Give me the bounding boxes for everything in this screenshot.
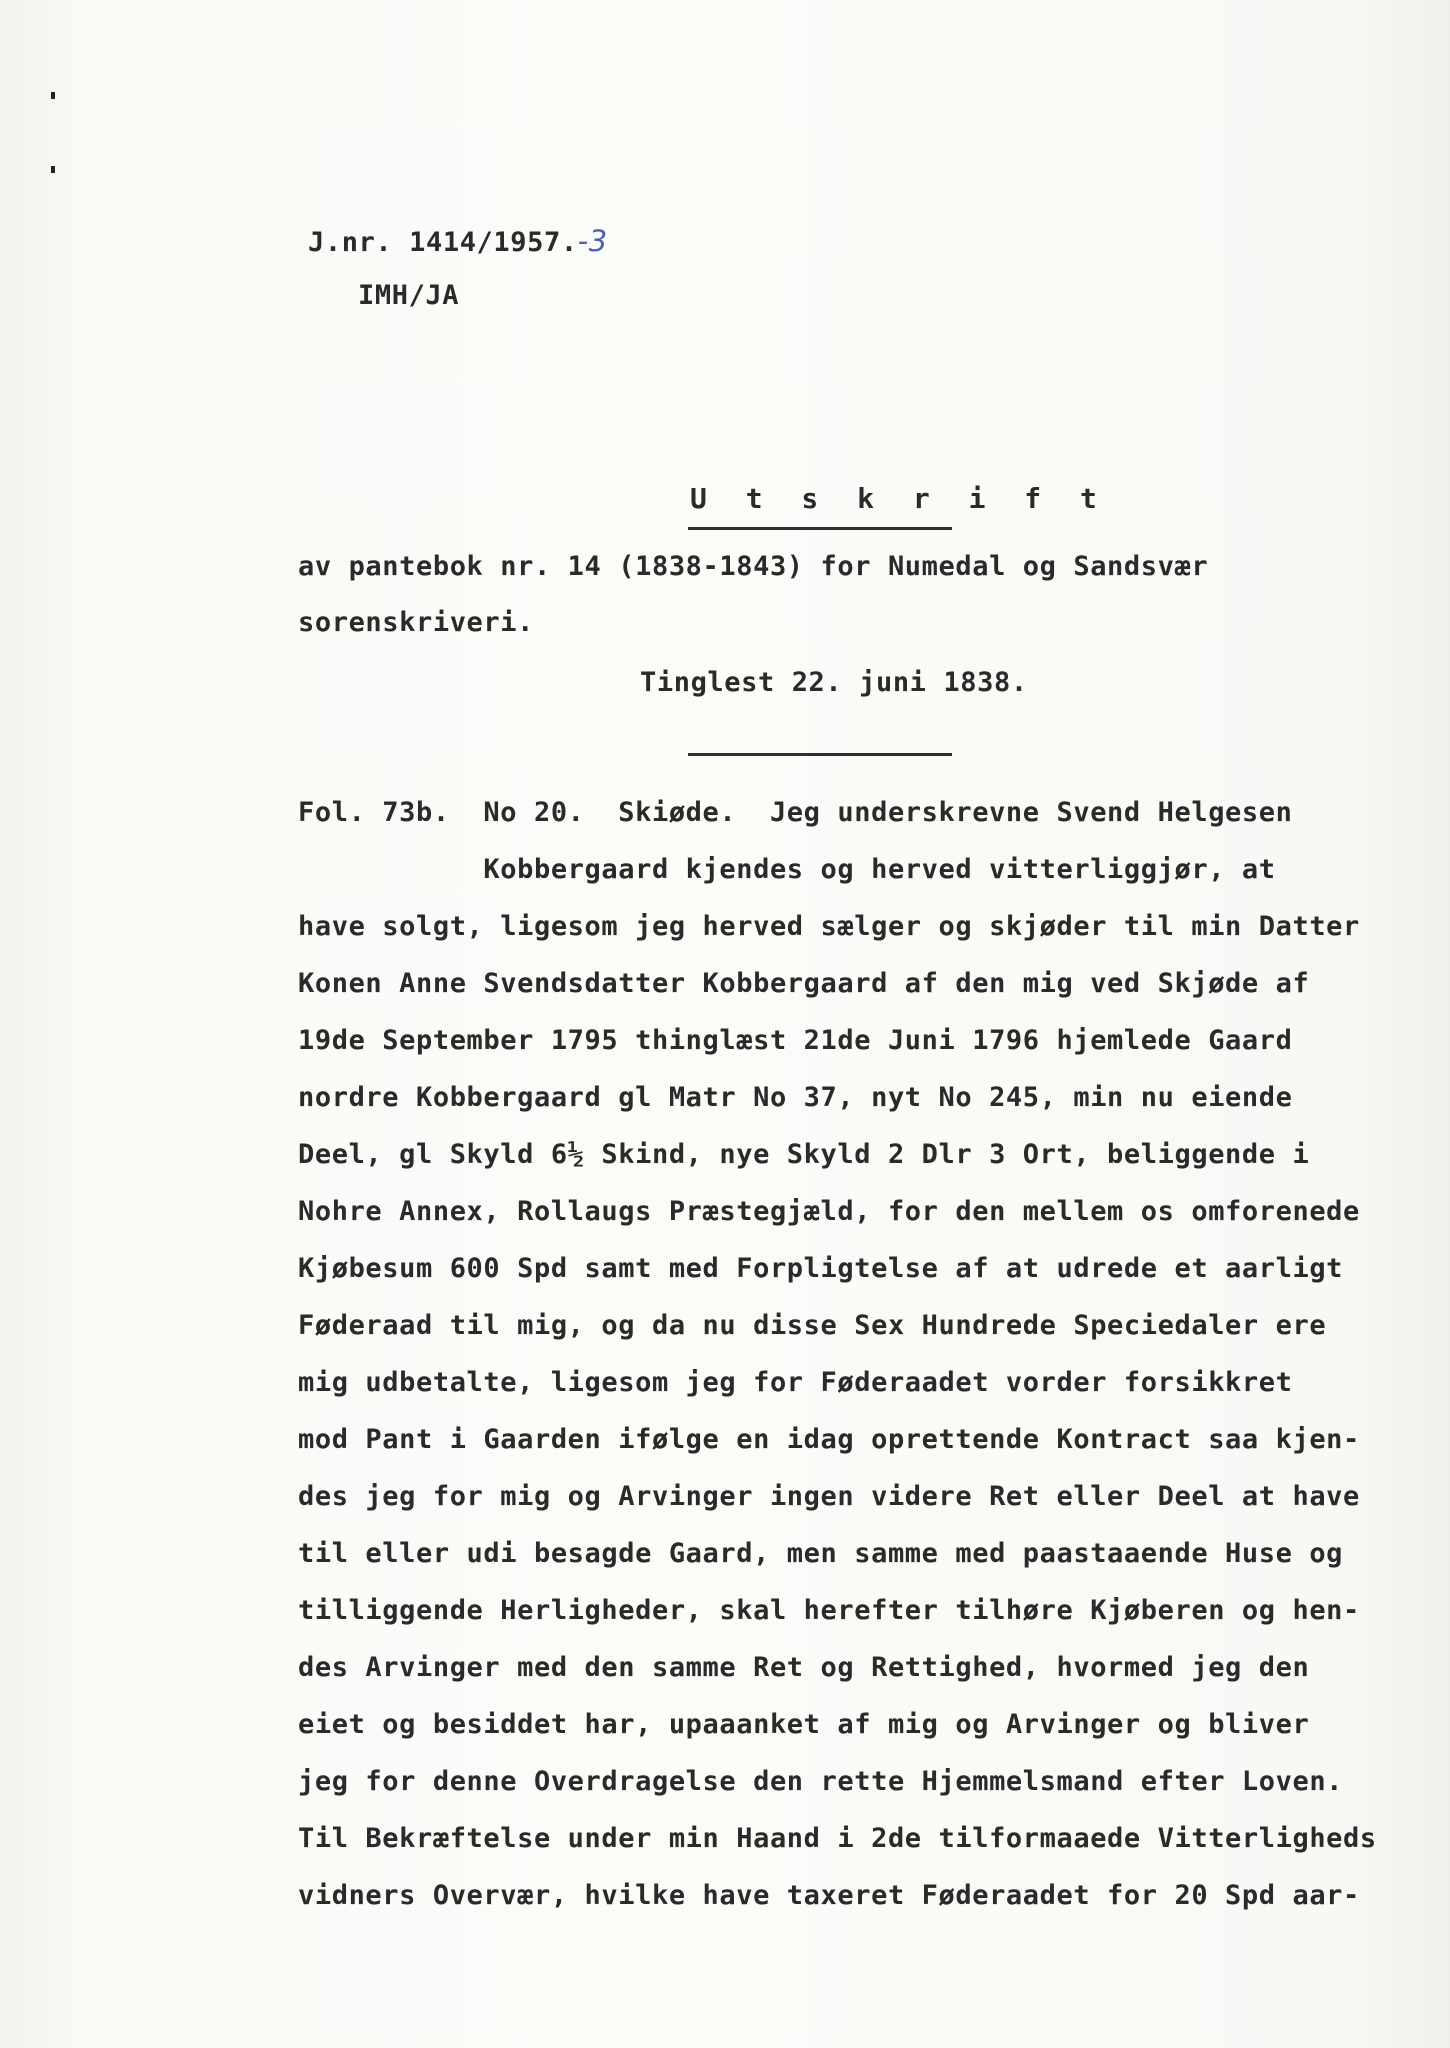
- body-line: tilliggende Herligheder, skal herefter tilhøre Kjøberen og hen-: [298, 1595, 1360, 1626]
- body-line: Fol. 73b. No 20. Skiøde. Jeg underskrevne Svend Helgesen: [298, 797, 1293, 828]
- body-line: Deel, gl Skyld 6½ Skind, nye Skyld 2 Dlr 3 Ort, beliggende i: [298, 1139, 1310, 1170]
- body-line: til eller udi besagde Gaard, men samme med paastaaende Huse og: [298, 1538, 1344, 1569]
- body-line: Konen Anne Svendsdatter Kobbergaard af den mig ved Skjøde af: [298, 968, 1310, 999]
- body-line: Til Bekræftelse under min Haand i 2de tilformaaede Vitterligheds: [298, 1823, 1377, 1854]
- body-line: Kjøbesum 600 Spd samt med Forpligtelse af at udrede et aarligt: [298, 1253, 1344, 1284]
- margin-mark: [51, 166, 55, 173]
- body-line: 19de September 1795 thinglæst 21de Juni 1796 hjemlede Gaard: [298, 1025, 1293, 1056]
- tinglest-date: Tinglest 22. juni 1838.: [640, 667, 1028, 698]
- journal-number: J.nr. 1414/1957.: [308, 227, 578, 258]
- body-line: have solgt, ligesom jeg herved sælger og skjøder til min Datter: [298, 911, 1360, 942]
- journal-number-line: [308, 224, 608, 260]
- handwritten-suffix: -3: [577, 224, 608, 258]
- body-line: jeg for denne Overdragelse den rette Hjemmelsmand efter Loven.: [298, 1766, 1344, 1797]
- body-line: des Arvinger med den samme Ret og Rettighed, hvormed jeg den: [298, 1652, 1310, 1683]
- body-line: vidners Overvær, hvilke have taxeret Føderaadet for 20 Spd aar-: [298, 1880, 1360, 1911]
- body-line: des jeg for mig og Arvinger ingen videre Ret eller Deel at have: [298, 1481, 1360, 1512]
- subtitle-line: sorenskriveri.: [298, 607, 534, 638]
- body-line: mod Pant i Gaarden ifølge en idag oprettende Kontract saa kjen-: [298, 1424, 1360, 1455]
- body-line: eiet og besiddet har, upaaanket af mig og Arvinger og bliver: [298, 1709, 1310, 1740]
- initials: IMH/JA: [358, 280, 460, 311]
- margin-mark: [51, 92, 55, 99]
- document-title: U t s k r i f t: [690, 482, 1108, 515]
- body-line: nordre Kobbergaard gl Matr No 37, nyt No 245, min nu eiende: [298, 1082, 1293, 1113]
- title-underline: [688, 527, 952, 530]
- body-line: Føderaad til mig, og da nu disse Sex Hundrede Speciedaler ere: [298, 1310, 1327, 1341]
- body-line: Nohre Annex, Rollaugs Præstegjæld, for den mellem os omforenede: [298, 1196, 1360, 1227]
- body-line: Kobbergaard kjendes og herved vitterliggjør, at: [298, 854, 1276, 885]
- section-divider: [688, 753, 952, 756]
- subtitle-line: av pantebok nr. 14 (1838-1843) for Numedal og Sandsvær: [298, 551, 1209, 582]
- body-line: mig udbetalte, ligesom jeg for Føderaadet vorder forsikkret: [298, 1367, 1293, 1398]
